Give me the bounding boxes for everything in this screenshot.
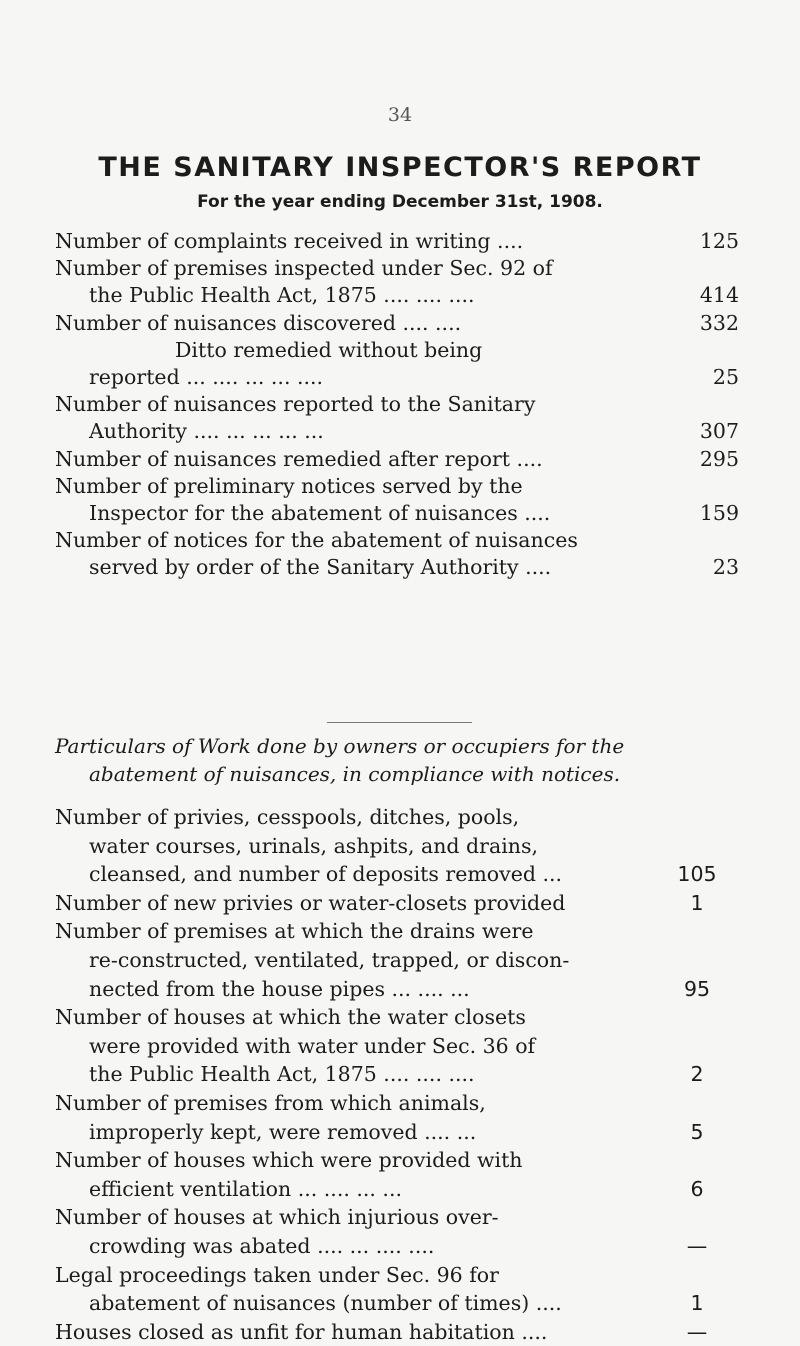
work-row bbox=[55, 1261, 745, 1318]
row-text-line: Number of premises at which the drains were bbox=[55, 919, 534, 944]
row-value: 414 bbox=[699, 283, 739, 308]
row-text-line: abatement of nuisances (number of times) .... bbox=[89, 1291, 562, 1316]
row-value: 5 bbox=[690, 1119, 704, 1144]
row-text-line: Houses closed as unfit for human habitation .... bbox=[55, 1319, 548, 1344]
row-text-line: Number of notices for the abatement of nuisances bbox=[55, 528, 578, 553]
row-text-line: Number of privies, cesspools, ditches, pools, bbox=[55, 805, 520, 829]
row-text-line: nected from the house pipes ... .... ... bbox=[89, 976, 470, 1001]
work-done-summary bbox=[55, 803, 745, 1346]
row-value: 23 bbox=[712, 555, 739, 580]
row-text-line: Number of complaints received in writing .... bbox=[55, 229, 524, 253]
section-divider bbox=[327, 722, 472, 723]
row-value: 95 bbox=[683, 976, 711, 1001]
work-row bbox=[55, 1089, 745, 1146]
row-text-line: were provided with water under Sec. 36 of bbox=[89, 1033, 536, 1058]
work-row bbox=[55, 1146, 745, 1203]
row-text-line: the Public Health Act, 1875 .... .... .... bbox=[89, 283, 475, 308]
work-row bbox=[55, 889, 745, 918]
row-text-line: crowding was abated .... ... .... .... bbox=[89, 1233, 435, 1258]
row-text-line: Authority .... ... ... ... ... bbox=[89, 419, 324, 444]
row-text-line: re-constructed, ventilated, trapped, or discon- bbox=[89, 947, 570, 972]
inspection-row bbox=[55, 228, 745, 255]
inspection-row bbox=[55, 255, 745, 309]
particulars-line-2: abatement of nuisances, in compliance with notices. bbox=[89, 762, 621, 786]
particulars-line-1: Particulars of Work done by owners or occupiers for the bbox=[55, 734, 625, 758]
row-text-line: Number of premises inspected under Sec. 92 of bbox=[55, 256, 553, 281]
inspection-summary bbox=[55, 228, 745, 581]
work-row bbox=[55, 1203, 745, 1260]
row-value: 2 bbox=[690, 1062, 704, 1087]
row-text-line: Number of nuisances reported to the Sanitary bbox=[55, 392, 536, 417]
row-value: 1 bbox=[690, 890, 704, 915]
inspection-row bbox=[55, 310, 745, 337]
work-row bbox=[55, 917, 745, 1003]
row-value: 1 bbox=[690, 1291, 704, 1316]
row-text-line: Number of new privies or water-closets provided bbox=[55, 890, 566, 915]
row-text-line: the Public Health Act, 1875 .... .... .... bbox=[89, 1062, 475, 1087]
inspection-row bbox=[55, 446, 745, 473]
row-text-line: reported ... .... ... ... .... bbox=[89, 364, 324, 389]
row-text-line: Legal proceedings taken under Sec. 96 for bbox=[55, 1262, 499, 1287]
work-row bbox=[55, 803, 745, 889]
row-value: 159 bbox=[699, 500, 739, 525]
row-text-line: Ditto remedied without being bbox=[175, 337, 483, 362]
row-text-line: improperly kept, were removed .... ... bbox=[89, 1119, 477, 1144]
row-value: — bbox=[686, 1319, 708, 1344]
row-text-line: Number of houses at which injurious over- bbox=[55, 1205, 499, 1230]
row-text-line: served by order of the Sanitary Authority .... bbox=[89, 555, 552, 580]
row-text-line: water courses, urinals, ashpits, and drains, bbox=[89, 833, 538, 858]
row-text-line: Number of nuisances remedied after report .... bbox=[55, 446, 543, 471]
work-row bbox=[55, 1003, 745, 1089]
row-text-line: Number of premises from which animals, bbox=[55, 1090, 486, 1115]
page-number: 34 bbox=[387, 104, 413, 126]
row-value: 105 bbox=[677, 862, 717, 887]
row-value: 6 bbox=[690, 1176, 704, 1201]
row-text-line: Inspector for the abatement of nuisances .... bbox=[89, 500, 551, 525]
row-value: — bbox=[686, 1233, 708, 1258]
row-text-line: Number of houses at which the water closets bbox=[55, 1005, 526, 1030]
row-text-line: cleansed, and number of deposits removed ... bbox=[89, 862, 563, 887]
row-text-line: efficient ventilation ... .... ... ... bbox=[89, 1176, 402, 1201]
row-value: 332 bbox=[699, 310, 739, 335]
row-value: 307 bbox=[699, 419, 739, 444]
row-value: 125 bbox=[699, 229, 739, 253]
row-text-line: Number of nuisances discovered .... .... bbox=[55, 310, 462, 335]
row-value: 295 bbox=[699, 446, 739, 471]
report-title: THE SANITARY INSPECTOR'S REPORT bbox=[98, 152, 702, 183]
inspection-row bbox=[55, 391, 745, 445]
inspection-row bbox=[55, 527, 745, 581]
inspection-row bbox=[55, 473, 745, 527]
row-text-line: Number of houses which were provided with bbox=[55, 1148, 523, 1173]
inspection-row bbox=[55, 337, 745, 391]
work-row bbox=[55, 1318, 745, 1346]
report-subtitle: For the year ending December 31st, 1908. bbox=[197, 192, 603, 212]
particulars-heading bbox=[55, 732, 745, 788]
row-text-line: Number of preliminary notices served by the bbox=[55, 473, 523, 498]
row-value: 25 bbox=[712, 364, 739, 389]
